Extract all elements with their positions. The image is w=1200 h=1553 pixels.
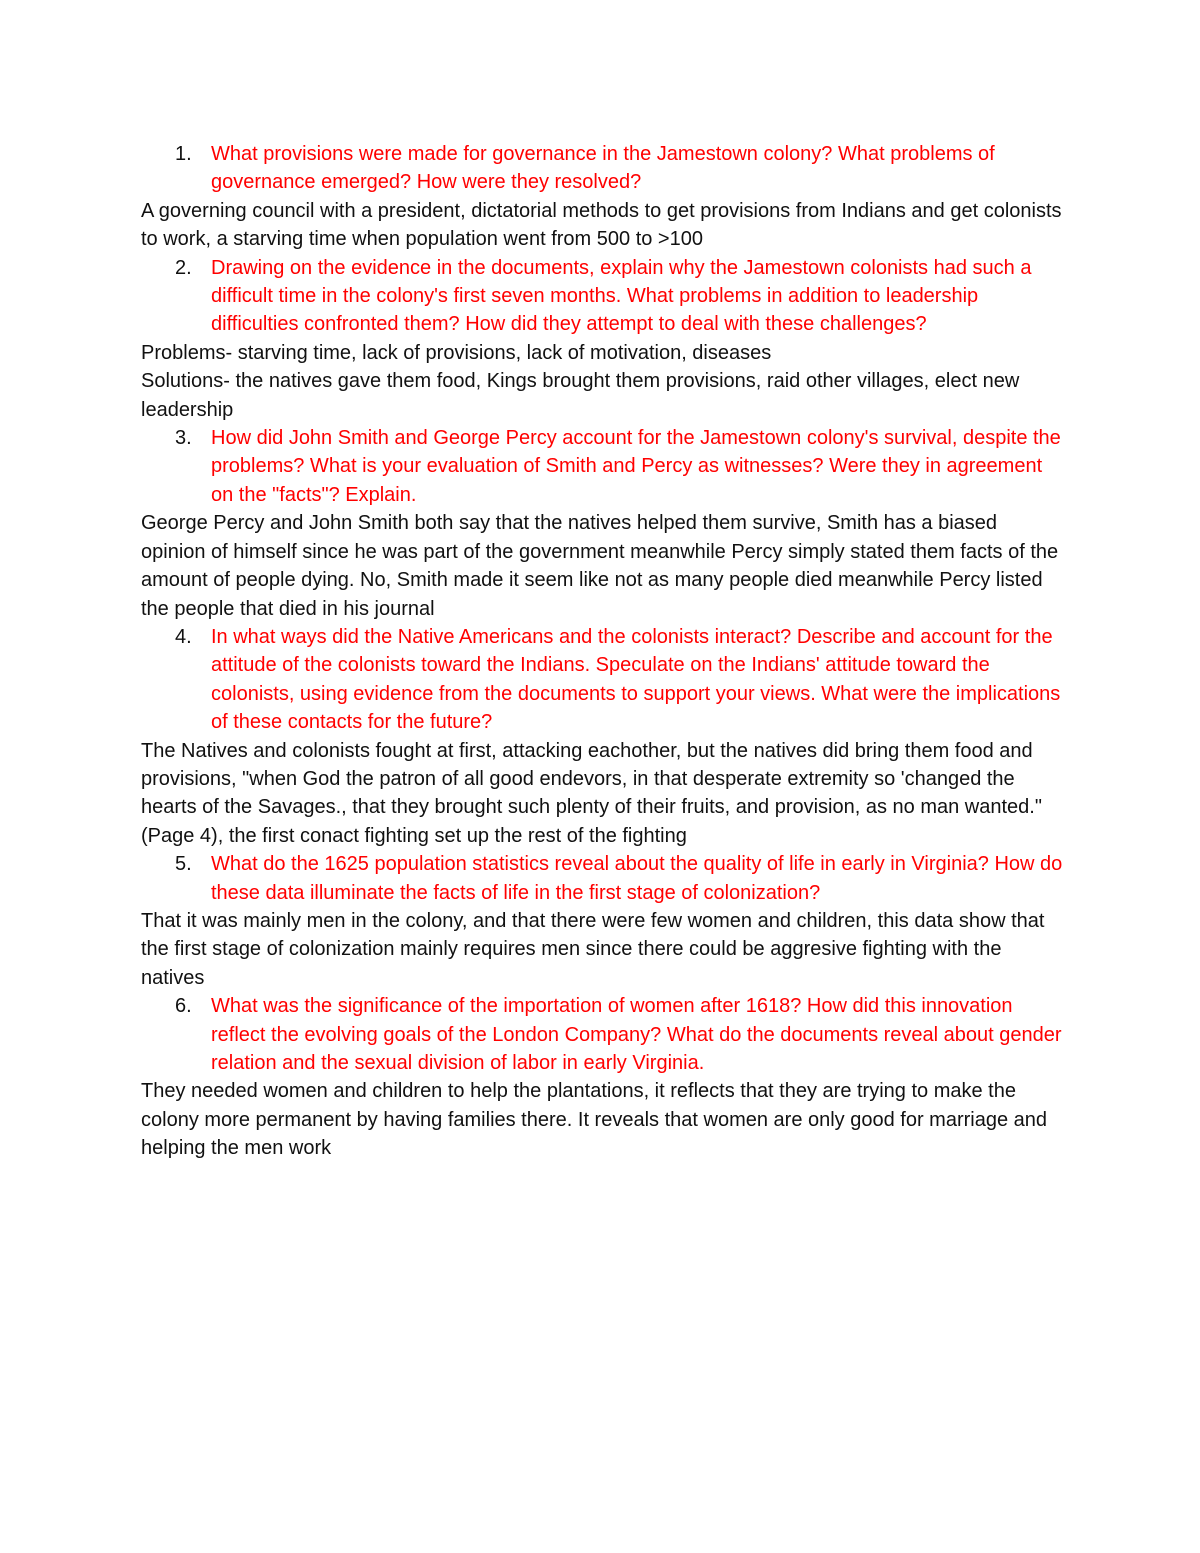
answer-2-problems: Problems- starving time, lack of provisions, lack of motivation, diseases <box>141 341 772 364</box>
question-3 <box>141 424 1066 509</box>
answer-5: That it was mainly men in the colony, and that there were few women and children, this data show that the first stage of colonization mainly requires men since there could be aggresive fighting with the natives <box>141 909 1045 989</box>
answer-1: A governing council with a president, dictatorial methods to get provisions from Indians and get colonists to work, a starving time when population went from 500 to >100 <box>141 199 1062 251</box>
question-number: 2. <box>175 256 192 279</box>
question-number: 1. <box>175 143 192 165</box>
question-text: What was the significance of the importation of women after 1618? How did this innovation reflect the evolving goals of the London Company? What do the documents reveal about gender relation and the sexual division of labor in early Virginia. <box>211 995 1062 1074</box>
answer-6: They needed women and children to help the plantations, it reflects that they are trying to make the colony more permanent by having families there. It reveals that women are only good for marriage and helping the men work <box>141 1080 1048 1160</box>
question-2 <box>141 254 1066 339</box>
question-text: In what ways did the Native Americans and the colonists interact? Describe and account for the attitude of the colonists toward the Indians. Speculate on the Indians' attitude toward the colonists, using evidence from the documents to support your views. What were the implications of these contacts for the future? <box>211 625 1061 734</box>
question-text: What do the 1625 population statistics reveal about the quality of life in early in Virginia? How do these data illuminate the facts of life in the first stage of colonization? <box>211 853 1063 904</box>
question-text: Drawing on the evidence in the documents, explain why the Jamestown colonists had such a difficult time in the colony's first seven months. What problems in addition to leadership difficulties confronted them? How did they attempt to deal with these challenges? <box>211 256 1032 336</box>
question-text: What provisions were made for governance in the Jamestown colony? What problems of governance emerged? How were they resolved? <box>211 143 995 194</box>
answer-4: The Natives and colonists fought at first, attacking eachother, but the natives did bring them food and provisions, "when God the patron of all good endevors, in that desperate extremity so 'changed the hearts of the Savages., that they brought such plenty of their fruits, and provision, as no man wanted." (Page 4), the first conact fighting set up the rest of the fighting <box>141 739 1042 847</box>
question-number: 6. <box>175 995 192 1018</box>
question-1 <box>141 140 1066 197</box>
question-6 <box>141 992 1066 1077</box>
question-number: 5. <box>175 853 192 876</box>
question-5 <box>141 850 1066 907</box>
question-4 <box>141 623 1066 737</box>
answer-3: George Percy and John Smith both say that the natives helped them survive, Smith has a biased opinion of himself since he was part of the government meanwhile Percy simply stated them facts of the amount of people dying. No, Smith made it seem like not as many people died meanwhile Percy listed the people that died in his journal <box>141 512 1059 620</box>
question-number: 4. <box>175 625 192 648</box>
document-body <box>141 140 1066 1163</box>
question-number: 3. <box>175 427 192 450</box>
question-text: How did John Smith and George Percy account for the Jamestown colony's survival, despite the problems? What is your evaluation of Smith and Percy as witnesses? Were they in agreement on the "facts"? Explain. <box>211 427 1061 506</box>
answer-2-solutions: Solutions- the natives gave them food, Kings brought them provisions, raid other villages, elect new leadership <box>141 370 1020 421</box>
